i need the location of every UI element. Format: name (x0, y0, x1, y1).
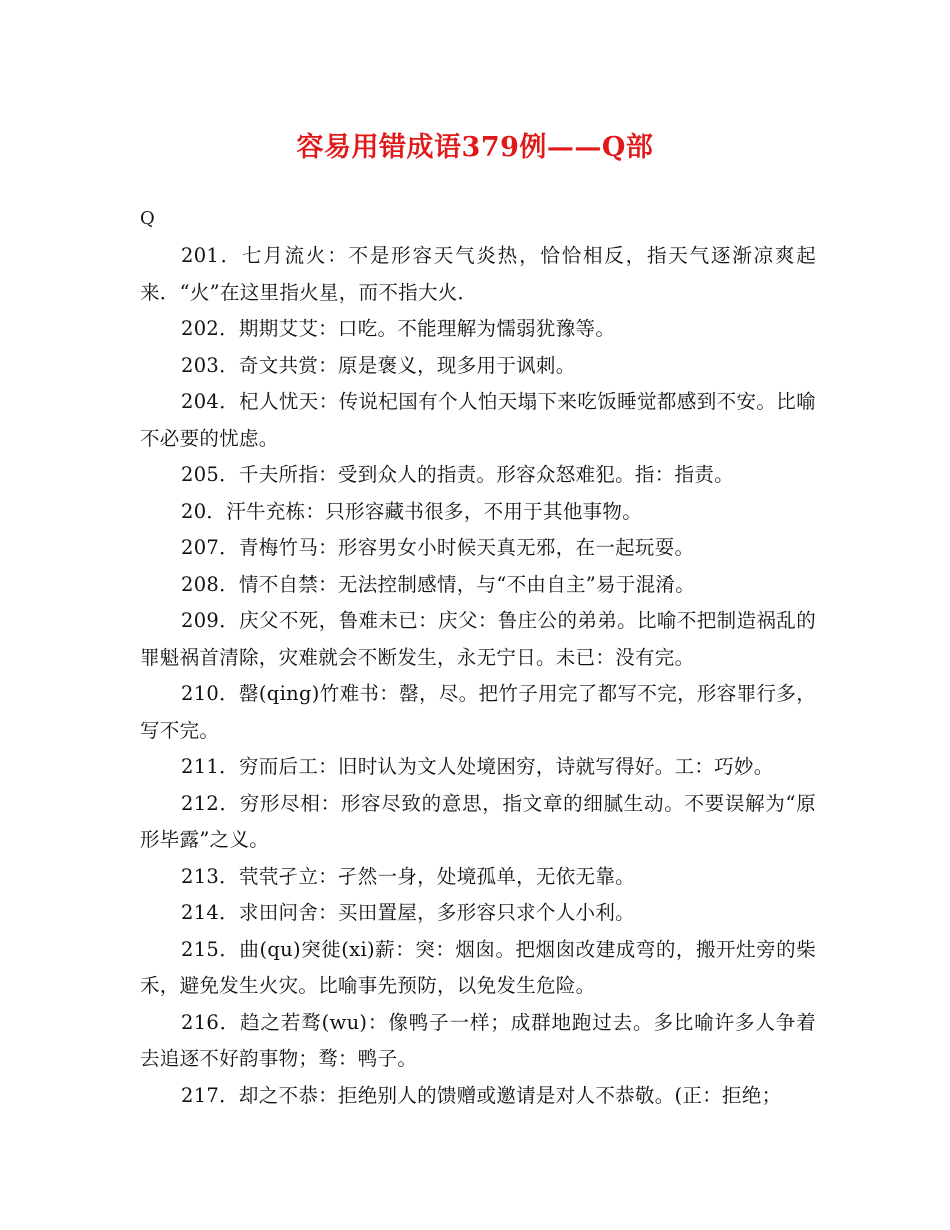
entry-202: 202．期期艾艾：口吃。不能理解为懦弱犹豫等。 (181, 317, 616, 340)
entry-214: 214．求田问舍：买田置屋，多形容只求个人小利。 (181, 901, 635, 924)
entry-210: 210．罄(qing)竹难书：罄，尽。把竹子用完了都写不完，形容罪行多，写不完。 (140, 682, 816, 742)
entry-206: 20．汗牛充栋：只形容藏书很多，不用于其他事物。 (181, 499, 643, 523)
entry-212: 212．穷形尽相：形容尽致的意思，指文章的细腻生动。不要误解为“原形毕露”之义。 (140, 791, 816, 851)
entry-209: 209．庆父不死，鲁难未已：庆父：鲁庄公的弟弟。比喻不把制造祸乱的罪魁祸首清除，灾难就会不断发生，永无宁日。未已：没有完。 (140, 609, 816, 669)
entry-203: 203．奇文共赏：原是褒义，现多用于讽刺。 (181, 353, 576, 377)
document-title: 容易用错成语379例——Q部 (296, 132, 654, 163)
entry-213: 213．茕茕孑立：孑然一身，处境孤单，无依无靠。 (181, 864, 635, 888)
entry-201: 201．七月流火：不是形容天气炎热，恰恰相反，指天气逐渐凉爽起来．“火”在这里指火星，而不指大火． (140, 244, 816, 304)
entry-208: 208．情不自禁：无法控制感情，与“不由自主”易于混淆。 (181, 572, 696, 596)
entry-204: 204．杞人忧天：传说杞国有个人怕天塌下来吃饭睡觉都感到不安。比喻不必要的忧虑。 (140, 390, 816, 450)
entry-215: 215．曲(qu)突徙(xi)薪：突：烟囱。把烟囱改建成弯的，搬开灶旁的柴禾，避免发生火灾。比喻事先预防，以免发生危险。 (140, 937, 816, 997)
document-body (140, 200, 816, 1114)
entry-217: 217．却之不恭：拒绝别人的馈赠或邀请是对人不恭敬。(正：拒绝； (181, 1083, 782, 1107)
entry-211: 211．穷而后工：旧时认为文人处境困穷，诗就写得好。工：巧妙。 (181, 755, 774, 778)
section-letter: Q (140, 208, 155, 229)
entry-216: 216．趋之若骛(wu)：像鸭子一样；成群地跑过去。多比喻许多人争着去追逐不好韵事物；骛：鸭子。 (140, 1010, 816, 1070)
entry-207: 207．青梅竹马：形容男女小时候天真无邪，在一起玩耍。 (181, 536, 695, 559)
entry-205: 205．千夫所指：受到众人的指责。形容众怒难犯。指：指责。 (181, 463, 734, 486)
